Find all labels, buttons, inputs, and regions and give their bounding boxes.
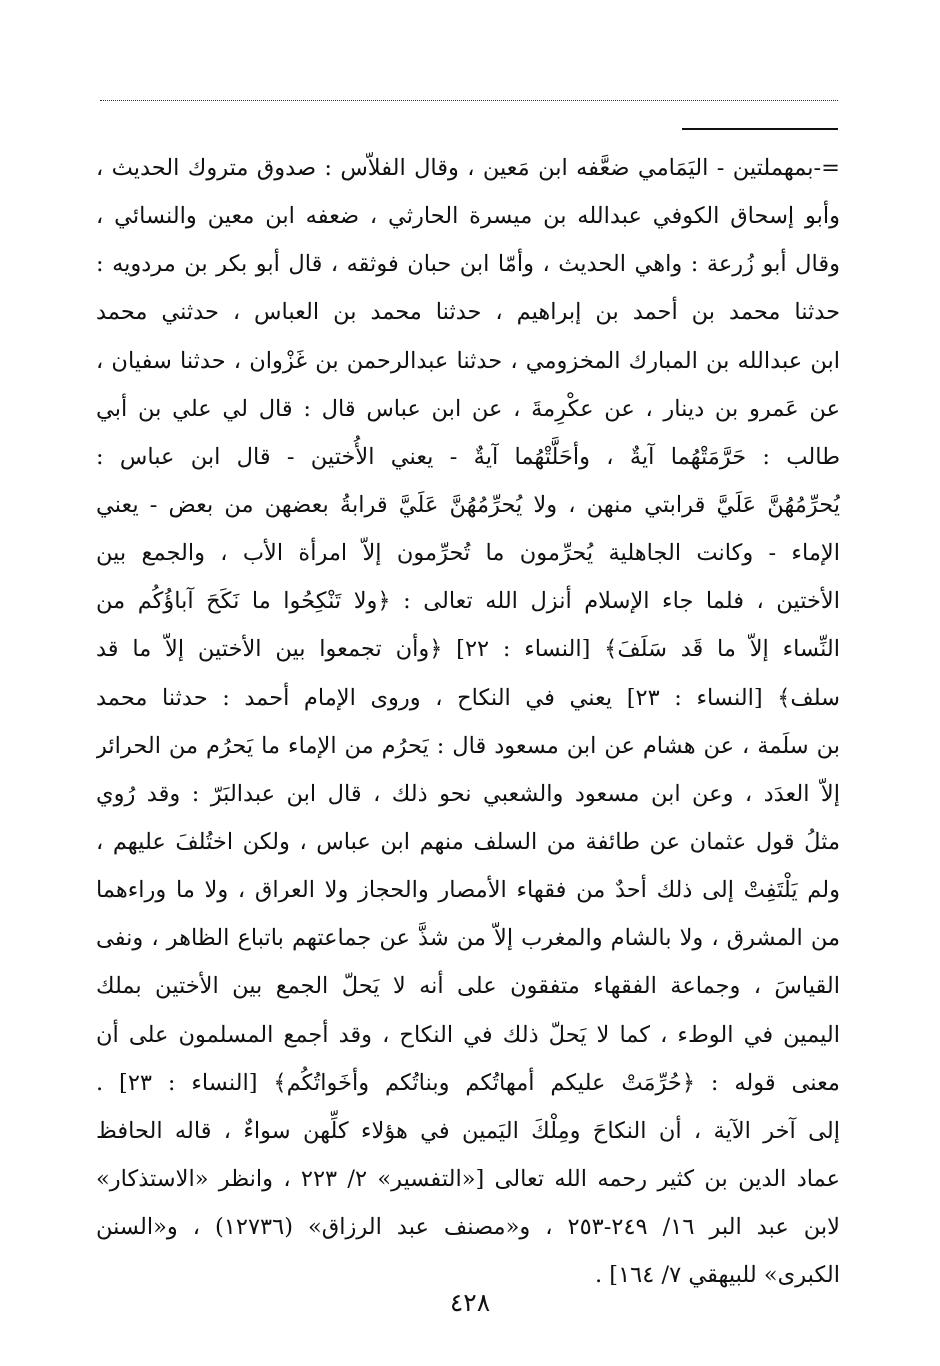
text-line-13: بن سلَمة ، عن هشام عن ابن مسعود قال : يَحرُم من الإماء ما يَحرُم من الحرائر: [96, 732, 840, 759]
text-line-5: ابن عبدالله بن المبارك المخزومي ، حدثنا عبدالرحمن بن غَزْوان ، حدثنا سفيان ،: [96, 347, 840, 374]
text-line-9: الإماء - وكانت الجاهلية يُحرِّمون ما تُحرِّمون إلاّ امرأة الأب ، والجمع بين: [96, 540, 840, 567]
text-line-21: إلى آخر الآية ، أن النكاحَ ومِلْكَ اليَمين في هؤلاء كلِّهن سواءٌ ، قاله الحافظ: [96, 1117, 840, 1144]
text-line-20: معنى قوله : ﴿حُرِّمَتْ عليكم أمهاتُكم وبناتُكم وأخَواتُكُم﴾ [النساء : ٢٣] .: [96, 1069, 840, 1096]
text-line-15: مثلُ قول عثمان عن طائفة من السلف منهم ابن عباس ، ولكن اختُلفَ عليهم ،: [96, 828, 840, 855]
text-line-7: طالب : حَرَّمَتْهُما آيةٌ ، وأحَلَّتْهُما آيةٌ - يعني الأُختين - قال ابن عباس :: [96, 443, 840, 470]
text-line-19: اليمين في الوطء ، كما لا يَحلّ ذلك في النكاح ، وقد أجمع المسلمون على أن: [96, 1021, 840, 1048]
footnote-separator-rule: [682, 128, 838, 130]
text-line-3: وقال أبو زُرعة : واهي الحديث ، وأمّا ابن حبان فوثقه ، قال أبو بكر بن مردويه :: [96, 251, 840, 278]
page-number: ٤٢٨: [449, 1288, 491, 1317]
text-line-8: يُحرِّمُهُنَّ عَلَيَّ قرابتي منهن ، ولا يُحرِّمُهُنَّ عَلَيَّ قرابةُ بعضهن من بعض - يعني: [96, 491, 840, 518]
header-dotted-rule: [100, 100, 838, 101]
text-line-12: سلف﴾ [النساء : ٢٣] يعني في النكاح ، وروى الإمام أحمد : حدثنا محمد: [96, 684, 840, 711]
text-line-4: حدثنا محمد بن أحمد بن إبراهيم ، حدثنا محمد بن العباس ، حدثني محمد: [96, 299, 840, 326]
text-line-1: =-بمهملتين - اليَمَامي ضعَّفه ابن مَعين ، وقال الفلاّس : صدوق متروك الحديث ،: [96, 155, 840, 181]
text-line-16: ولم يَلْتَفِتْ إلى ذلك أحدٌ من فقهاء الأمصار والحجاز ولا العراق ، ولا ما وراءهما: [96, 877, 840, 904]
footnote-text-block: [96, 144, 840, 1299]
text-line-23: لابن عبد البر ١٦/ ٢٤٩-٢٥٣ ، و«مصنف عبد الرزاق» (١٢٧٣٦) ، و«السنن: [96, 1214, 840, 1241]
text-line-17: من المشرق ، ولا بالشام والمغرب إلاّ من شذَّ عن جماعتهم باتباع الظاهر ، ونفى: [96, 925, 840, 952]
text-line-22: عماد الدين بن كثير رحمه الله تعالى [«التفسير» ٢/ ٢٢٣ ، وانظر «الاستذكار»: [96, 1165, 840, 1192]
text-line-11: النِّساء إلاّ ما قَد سَلَفَ﴾ [النساء : ٢٢] ﴿وأن تجمعوا بين الأختين إلاّ ما قد: [96, 636, 840, 663]
text-line-18: القياسَ ، وجماعة الفقهاء متفقون على أنه لا يَحلّ الجمع بين الأختين بملك: [96, 973, 840, 1000]
text-line-6: عن عَمرو بن دينار ، عن عكْرِمةَ ، عن ابن عباس قال : قال لي علي بن أبي: [96, 395, 840, 422]
text-line-2: وأبو إسحاق الكوفي عبدالله بن ميسرة الحارثي ، ضعفه ابن معين والنسائي ،: [96, 203, 840, 230]
text-line-10: الأختين ، فلما جاء الإسلام أنزل الله تعالى : ﴿ولا تَنْكِحُوا ما نَكَحَ آباؤُكُم من: [96, 588, 840, 615]
text-line-14: إلاّ العدَد ، وعن ابن مسعود والشعبي نحو ذلك ، قال ابن عبدالبَرّ : وقد رُوي: [96, 780, 840, 807]
text-line-24: الكبرى» للبيهقي ٧/ ١٦٤] .: [595, 1262, 840, 1289]
